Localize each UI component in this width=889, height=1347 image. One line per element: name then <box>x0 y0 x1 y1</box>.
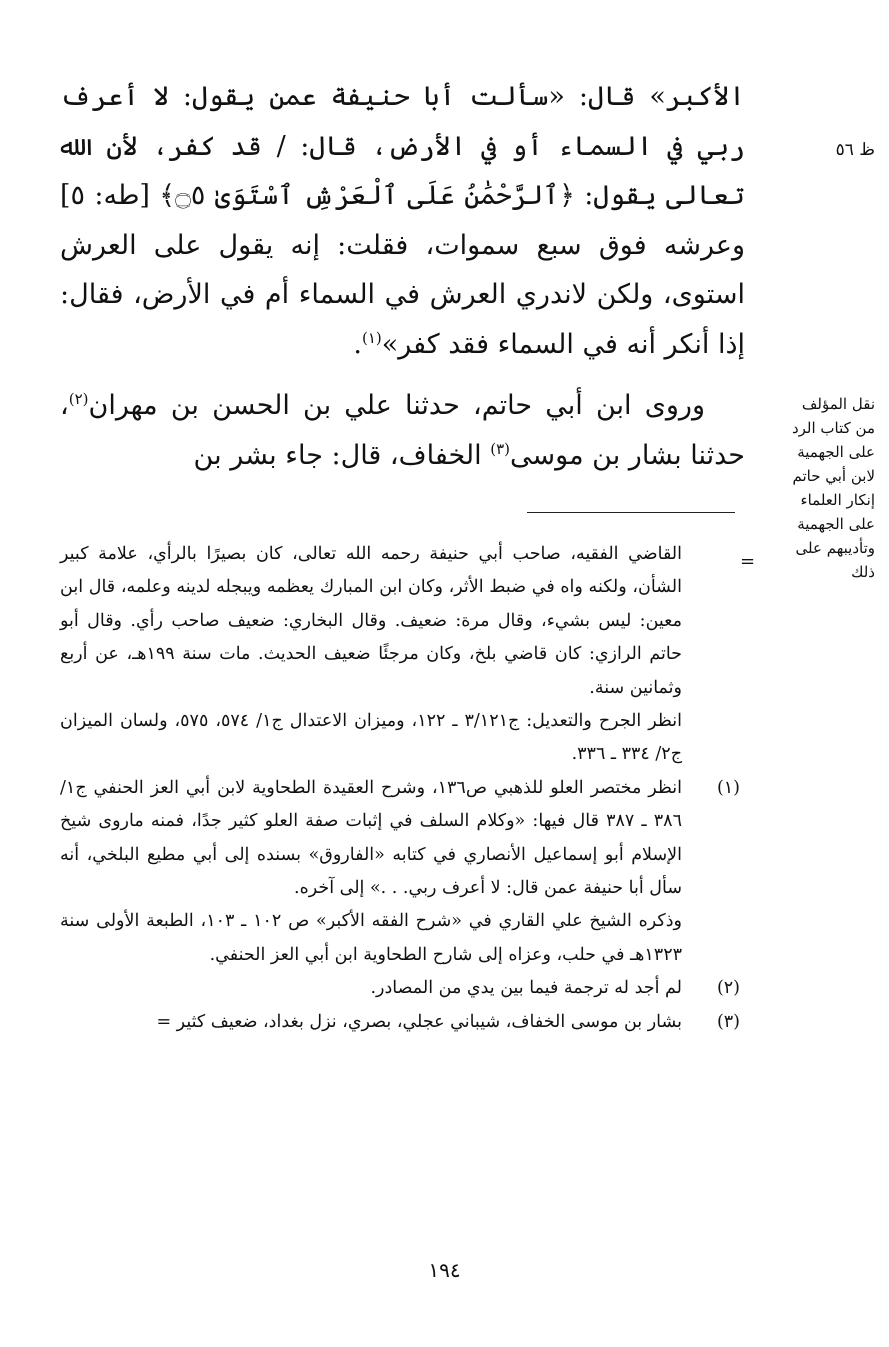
footnote-ref-2[interactable]: (٢) <box>68 390 89 408</box>
paragraph-2-part-3: الخفاف، قال: جاء بشر بن <box>193 439 491 471</box>
footnote-1-extra: وذكره الشيخ علي القاري في «شرح الفقه الأكبر» ص ١٠٢ ـ ١٠٣، الطبعة الأولى سنة ١٣٢٣هـ في حلب، وعزاه إلى شارح الطحاوية ابن أبي العز الحنفي. <box>60 911 682 965</box>
footnote-3 <box>60 1006 740 1039</box>
marginal-topic-note: نقل المؤلف من كتاب الرد على الجهمية لابن أبي حاتم إنكار العلماء على الجهمية وتأديبهم على ذلك <box>791 395 875 581</box>
folio-reference: ظ ٥٦ <box>835 140 875 160</box>
footnote-continued-text: القاضي الفقيه، صاحب أبي حنيفة رحمه الله تعالى، كان بصيرًا بالرأي، علامة كبير الشأن، ولكنه واه في ضبط الأثر، وكان ابن المبارك يعظمه ويبجله لدينه وعلمه، قال ابن معين: ليس بشيء، وقال مرة: ضعيف. وقال البخاري: ضعيف صاحب رأي. وقال أبو حاتم الرازي: كان قاضي بلخ، وكان مرجئًا ضعيف الحديث. مات سنة ١٩٩هـ، عن أربع وثمانين سنة. <box>60 544 682 698</box>
footnote-1-number: (١) <box>716 777 740 798</box>
footnote-continued-refs: انظر الجرح والتعديل: ج٣/١٢١ ـ ١٢٢، وميزان الاعتدال ج١/ ٥٧٤، ٥٧٥، ولسان الميزان ج٢/ ٣٣٤ ـ ٣٣٦. <box>60 711 682 765</box>
main-text <box>60 72 745 480</box>
page-number: ١٩٤ <box>428 1258 461 1282</box>
footnote-ref-3[interactable]: (٣) <box>490 439 511 458</box>
footnote-1-text: انظر مختصر العلو للذهبي ص١٣٦، وشرح العقيدة الطحاوية لابن أبي العز الحنفي ج١/ ٣٨٦ ـ ٣٨٧ قال فيها: «وكلام السلف في إثبات صفة العلو كثير جدًا، فمنه ماروى شيخ الإسلام أبو إسماعيل الأنصاري في كتابه «الفاروق» بسنده إلى أبي مطيع البلخي، أنه سأل أبا حنيفة عمن قال: لا أعرف ربي. . .» إلى آخره. <box>60 777 683 899</box>
paragraph-1-end: . <box>353 328 362 360</box>
footnote-2 <box>60 972 740 1005</box>
footnotes <box>60 538 740 1039</box>
footnote-1 <box>60 772 740 906</box>
paragraph-1-text: الأكبر» قال: «سألت أبا حنيفة عمن يقول: لا أعرف ربي في السماء أو في الأرض، قال: / قد كفر، لأن الله تعالى يقول: ﴿ٱلرَّحْمَٰنُ عَلَى ٱلْعَرْشِ ٱسْتَوَىٰ ۝٥﴾ [طه: ٥] وعرشه فوق سبع سموات، فقلت: إنه يقول على العرش استوى، ولكن لاندري العرش في السماء أم في الأرض، فقال: إذا أنكر أنه في السماء فقد كفر» <box>60 81 745 360</box>
footnote-3-text: بشار بن موسى الخفاف، شيباني عجلي، بصري، نزل بغداد، ضعيف كثير = <box>156 1011 682 1032</box>
paragraph-2 <box>60 381 745 480</box>
footnote-separator <box>527 512 735 513</box>
paragraph-1 <box>60 72 745 369</box>
paragraph-2-part-1: وروى ابن أبي حاتم، حدثنا علي بن الحسن بن مهران <box>88 390 705 421</box>
footnote-2-number: (٢) <box>716 978 740 999</box>
continuation-mark: = <box>740 551 756 572</box>
paragraph-2-part-2: ، حدثنا بشار بن موسى <box>60 390 745 471</box>
footnote-3-number: (٣) <box>716 1011 740 1032</box>
footnote-ref-1[interactable]: (١) <box>361 328 382 347</box>
footnote-2-text: لم أجد له ترجمة فيما بين يدي من المصادر. <box>370 978 682 999</box>
